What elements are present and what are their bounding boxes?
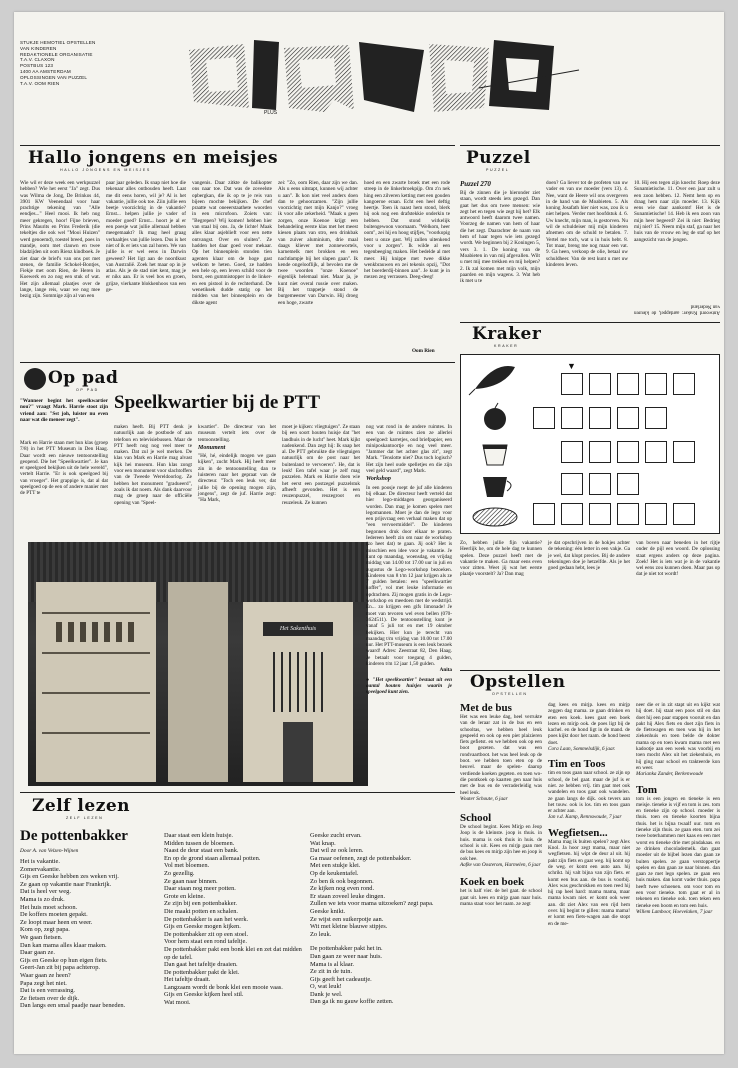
story-line: Wat mooi. [164, 999, 191, 1007]
photo-house-window [273, 652, 323, 712]
grid-cell[interactable] [589, 373, 611, 395]
oppad-col-2: kwartier". De directeur van het museum vertelt iets over de tentoonstelling. [198, 424, 276, 443]
story-line: De pottenbakker is aan het werk. [164, 915, 249, 923]
grid-cell[interactable] [645, 441, 667, 463]
story-line: Die maakt potten en schalen. [164, 907, 238, 915]
story-line: Ze fietsen over de dijk. [20, 994, 80, 1002]
grid-cell[interactable] [589, 503, 611, 525]
story-line: Het huis moet schoon. [20, 903, 78, 911]
grid-cell[interactable] [673, 503, 695, 525]
grid-cell[interactable] [561, 407, 583, 429]
story-line: Ze loopt maar heen en weer. [20, 918, 93, 926]
kraker-pictures-art [465, 359, 525, 529]
koek-heading: Koek en boek [460, 876, 525, 889]
kraker-subtitle: KRAKER [494, 344, 519, 348]
grid-cell[interactable] [673, 373, 695, 395]
photo-house-sign: Het Sakenthuis [263, 622, 333, 636]
oppad-title: Op pad [48, 368, 119, 388]
opstellen-col-3 [636, 702, 720, 915]
story-line: Dan gaat het tafeltje draaien. [164, 961, 238, 969]
story-line: Grote en kleine. [164, 892, 205, 900]
story-line: De pottenbakker zit op een stoel. [164, 930, 249, 938]
bucket-icon [483, 445, 507, 465]
story-line: Ze gaan op vakantie naar Frankrijk. [20, 880, 112, 888]
story-line: Ze gaan naar binnen. [164, 877, 218, 885]
koek-text: het is half vier. de bel gaat. de school gaat uit. kees en mirjp gaan naar huis. mama staat voor het raam. ze zegt [460, 888, 542, 907]
grid-cell[interactable] [589, 407, 611, 429]
puzzel-col-3: 10. Hij een tegen zijn knecht: Roep deze Sunamietische. 11. Over een jaar zult u een zoon hebben. 12. Nemt hem op en draag hem naar zijn moeder. 13. Kijk eens wie daar aankomt! Het is de Sunamietische! 14. Heb ik een zoon van mijn heer begeerd? Zei ik niet: Bedrieg mij niet? 15. Neem mijn staf, ga naar het huis van de vrouw en leg de staf op het aangezicht van de jongen. [634, 180, 720, 243]
story-line: Ga maar oefenen, zegt de pottenbakker. [310, 854, 412, 862]
story-line: Het tafeltje draait. [164, 976, 211, 984]
story-line: En op de grond staan allemaal potten. [164, 854, 261, 862]
masthead-line: REDAKTIONELE ORGANISATIE [20, 51, 93, 57]
grid-cell[interactable] [561, 473, 583, 495]
hallo-title: Hallo jongens en meisjes [28, 148, 279, 168]
grid-cell[interactable] [617, 441, 639, 463]
story-line: Zomervakantie. [20, 865, 61, 873]
story-line: Dan ga ik nu gauw koffie zetten. [310, 998, 394, 1006]
story-line: Voor hem staat een rond tafeltje. [164, 938, 247, 946]
grid-cell[interactable] [533, 503, 555, 525]
potato-icon [473, 508, 517, 526]
wegfietsen-text-continued: neer die er in zit stapt uit en kijkt wat hij doet. hij staat een poos stil en dan doet hij een paar stappen vooruit en dan pakt hij Alex fiets en doet zijn fiets in de fietswagen en toen was hij in het ziekenhuis en toen belde de dokter mama op en toen kwam mama met een kadootje aan een week was voorbij en toen mocht Alex uit het ziekenhuis, en hij ging naar school en trakteerde kon en weer. [636, 702, 720, 771]
story-line: Mama is al klaar. [310, 960, 355, 968]
story-line: De pottenbakker pakt de klei. [164, 968, 240, 976]
wegfietsen-signature: Marianka Zander, Berkenwoude [636, 771, 703, 778]
hallo-top-rule [20, 145, 455, 146]
story-line: Zo gezellig. [164, 869, 195, 877]
wegfietsen-heading: Wegfietsen... [548, 826, 608, 839]
masthead-line: 1400 AA AMSTERDAM [20, 68, 71, 74]
oppad-col-1: maken heeft. Bij PTT denk je natuurlijk aan de postbode of aan telefoon en televisiebussen. Maar de PTT heeft nog nog veel meer te maken. Dat zul je wel merken. De klas van Mark en Harrie mag alvast kijk hei museum. Hun klas zongt voor een monument voor slachtoffers van de Tweede Wereldoorlog. Ze hebben het monument "gradueerd", zoals ik dat noem. Als dank daarvoor mag de groep naar de officiële opening van "Speel- [114, 424, 192, 506]
oppad-subtitle: OP PAD [76, 388, 99, 392]
oppad-headline: Speelkwartier bij de PTT [114, 392, 321, 413]
story-line: Gijs en Geeske hebben zes weken vrij. [20, 873, 119, 881]
story-line: Dan kan mama alles klaar maken. [20, 941, 107, 949]
oppad-col-4-wrap [366, 424, 452, 695]
school-signature: Aafke van Oosterom, Harmelen, 6 jaar [460, 861, 541, 868]
koek-signature: Cora Laan, Sommelsdijk, 6 jaar. [548, 746, 616, 753]
oppad-caption-text: "Het speelkwartier" bestaat uit een aantal houten huisjes waarin je speelgoed kunt zien. [366, 676, 452, 696]
story-line: Dat wil ze ook leren. [310, 847, 364, 855]
metdebus-text: Het was een leuke dag, heel verrukte van de leraar zat in de bus en een schooltas, we hebben heel leuk gespeeld en ook op een piet plaizieren fiets gefietst. en we hebben ook op een boot gezeten. dat was een rondvaartboot. het was heel leuk op de boot. we hebben toen eten op de heuvel. maar de spelen- daarop verdiende koeken gegeten. en toen wo- die pontkoek op kaarten gen naar huis met de bus en de verraderleidig was heel leuk. [460, 714, 542, 796]
zelflezen-title: Zelf lezen [32, 796, 131, 816]
opstellen-col-1 [460, 702, 542, 907]
timtoos-heading: Tim en Toos [548, 758, 606, 771]
zelflezen-col-2 [164, 832, 304, 1007]
grid-cell[interactable] [645, 503, 667, 525]
claxon-logo [184, 30, 584, 120]
puzzel-col-2: doen? Ga liever tot de profeten van uw vader en van uw moeder (vers 13). 4. Nee, want de Heere wil ons overgeven in de hand van de Moabieten. 5. Als koning Josafath hier niet was, zou ik u niet helpen. Verder met hoofdstuk 4. 6. Uw knecht, mijn man, is gestorven. Nu wil de schuldeiser mij mijn kinderen afnemen om de schuld te betalen. 7. Vertel me toch, wat u in huis hebt. 8. Tot maar, breng me nog maar een vat. 9. Ga heen, verkoop de olie, betaal uw schuldheer. Van de rest kunt u met uw kinderen leven. [546, 180, 628, 268]
oppad-lead-2: Mark en Harrie staan met hun klas (groep 7/8) in het PTT Museum in Den Haag. Daar wordt een nieuwe tentoonstelling geopend. Die het "Speelkwartier". Je kan er speelgoed bekijken uit de hele wereld", vertelt Harrie. "Er is ook speelgoed bij van vroeger". Het grappige is, dat al dat speelgoed op de een of andere manier met de PTT te [20, 440, 108, 497]
oppad-lead: "Wanneer begint het speelkwartier nou?" vraagt Mark. Harrie stoot zijn vriend aan: "Sst joh, luister nu even naar wat die meneer zegt". [20, 398, 108, 423]
grid-cell[interactable] [533, 407, 555, 429]
story-line: O, wat leuk! [310, 983, 342, 991]
story-line: Wit met kleine blauwe stipjes. [310, 923, 388, 931]
story-line: Papa zegt het niet. [20, 979, 67, 987]
photo-middle-panel [168, 582, 228, 782]
zelflezen-col-3 [310, 832, 454, 1006]
photo-house-door [283, 722, 313, 782]
kraker-puzzle-grid [460, 354, 720, 534]
koek-text-continued: dag kees en mirjp. kees en mirjp zeggen dag mama. ze gaan drinken en eten een koek. kees gaat een boek lezen en mirjp ook. de poes ligt bij de kachel. en de hond ligt in de mand. de poes kijkt door het raam. de hond beest doet. [548, 702, 630, 746]
grid-cell[interactable] [561, 441, 583, 463]
school-text: De school begint. Kees Mirjp en Jeop Joop is de kleinste. joop is thuis. in huis. mama is ook thuis in huis. de school is uit. Kees en mirjp gaan met de bus kees en mirjp zijn hee en joop is ook hee. [460, 824, 542, 862]
story-line: Wat knap. [310, 839, 336, 847]
grid-cell[interactable] [589, 473, 611, 495]
arrow-down-icon: ▼ [567, 361, 576, 371]
story-line: De koffers moeten gepakt. [20, 911, 88, 919]
story-line: Gijs en Geeske mogen kijken. [164, 923, 241, 931]
metdebus-signature: Wouter Schoute, 6 jaar [460, 795, 508, 802]
story-line: Kom op, zegt papa. [20, 926, 70, 934]
oppad-col-2b: "Hé, hé, eindelijk mogen we gaan kijken", zucht Mark. Hij heeft meer zin in de tentoonstelling dan te luisteren naar het gepraat van de directeur. "Toch een leuk ver, dat jullie bij de opening mogen zijn, jongens", zegt de juf. Harrie zegt: "Ha Mark, [198, 453, 276, 504]
story-line: Zullen we iets voor mama uitzoeken? zegt papa. [310, 900, 434, 908]
story-line: Langzaam wordt de bonk klei een mooie vaas. [164, 983, 283, 991]
speelkwartier-photo [28, 542, 368, 786]
oppad-subhead-monument: Monument [198, 444, 226, 451]
opstellen-subtitle: OPSTELLEN [492, 692, 528, 696]
story-line: Waar gaan ze heen? [20, 971, 71, 979]
oppad-col-4: nog wat rond in de andere ruimtes. In een van de ruimtes zien ze allerlei speelgoed: karretjes, oud briefpapier, een miniposkantoortje en nog veel meer. "Jammer dat het achter glas zit", zegt Mark. "Tenslotte niet? Dus toch logisch? Het zijn heel oude spelletjes en die zijn veel geld waard", zegt Mark. [366, 424, 452, 475]
kraker-text-2: je dat opschrijven in de hokjes achter de tekening: één letter in een vakje. Ga je wel, dat klopt precies. Bij de andere tekeningen doe je hetzelfde. Als je het goed gedaan hebt, lees je [548, 540, 630, 572]
story-line: Daar gaan ze. [20, 949, 55, 957]
story-line: Op de keukentafel. [310, 869, 359, 877]
story-line: Zo ben ik ook begonnen. [310, 877, 374, 885]
story-line: Mama is zo druk. [20, 895, 65, 903]
zelflezen-top-rule [20, 792, 455, 793]
story-line: Daar staan nog meer potten. [164, 885, 236, 893]
wegfietsen-text: Mama mag ik buiten spelen? zegt Alex Knol. Ja hoor zegt mama, maar niet wegfietsen. hij wipt de deur al uit. hij pakt zijn fiets en gaat weg. hij komt op de weg. er komt een auto aan. hij schrikt. hij valt bijna van zijn fiets. er komt een bus aan. de bus is voorbij. Alex was geschrokken en toen reed hij hij rap heel hard: mama mama, maar mama kwam niet. er komt ook weer aan. dit ziet Alex van een rijd hem over. hij begint te gillen: mama mama! er komt een fiets-wagen aan die stopt en de me- [548, 838, 630, 927]
tom-signature: Willem Lamboor, Hoevelaken, 7 jaar [636, 908, 713, 915]
oppad-top-rule [20, 362, 455, 363]
story-line: Daar staat een klein huisje. [164, 832, 234, 839]
story-line: Er staan zoveel leuke dingen. [310, 892, 386, 900]
grid-cell[interactable] [673, 441, 695, 463]
oppad-col-4b: In een poosje roept de juf alle kinderen bij elkaar. De directeur heeft verteld dat hier lego-middagen georganiseerd worden. Dan mag je komen spelen met legomannen. Moet je dan de lego voor een prijsvraag een verhaal maken dat op "een vervoermiddel". De kinderen begonnen druk door elkaar te praten. Iedereen heeft zin om naar de workshop (zo heet dat) te gaan. Jij ook? Het is misschien een idee voor je vakantie. Je kunt op maandag, woensdag, en vrijdag middag van 14.00 tot 17.00 uur in juli en augustus de Lego-workshop bezoeken. Kinderen van 8 t/m 12 jaar krijgen als ze 7 gulden betalen: een "speelkwartier koffer", vol met leuke informatie en opdrachten. Zij mogen gratis in de Lego-workshop en meedoen met de wedstrijd. En... zo krijgen een gifs limonade! Je moet van tevoren wel even bellen (070-3624511). De tentoonstelling kunt je vanaf 5 juli tot en met 19 oktober bekijken. Hier kun je terecht van maandag t/m vrijdag van 10.00 tot 17.00 uur. Het PTT-museum is een leuk bezoek waard! Adres: Zeestraat 82, Den Haag. Je betaalt voor toegang 4 gulden, kinderen t/m 12 jaar 1,50 gulden. [366, 484, 452, 667]
hallo-subtitle: HALLO JONGENS EN MEISJES [60, 168, 151, 172]
cup-icon [483, 477, 511, 497]
newspaper-page [14, 12, 724, 1054]
masthead-line: T.A.V. CLAXON [20, 57, 55, 63]
kraker-text-1: Zo, hebben jullie fijn vakantie? Heerlijk he, om de hele dag te kunnen spelen. Deze puzzel heeft met de vakantie te maken. Ga maar eens even voor zitten. Weet jij wat het eerste plaatje voorstelt? Ja? Dan mag [460, 540, 542, 578]
timtoos-text: tim en toos gaan naar school. ze zijn op school, de bel gaat. maar de juf is er niet. ze hebben vrij. tim gaat met ook wandelen en toos gaat ook wandelen. ze gaan langs de dijk. ook tevers aan het touw. ook is los. tim en toos gaan er achter aan. [548, 770, 630, 815]
apple-icon [484, 403, 506, 430]
puzzel-subtitle: PUZZEL [486, 168, 510, 172]
story-line [310, 938, 454, 945]
metdebus-heading: Met de bus [460, 702, 512, 714]
puzzel-heading: Puzzel 270 [460, 180, 491, 188]
grid-cell[interactable] [617, 503, 639, 525]
story-line: Gijs en Geeske kijken heel stil. [164, 991, 244, 999]
puzzel-col-1: Bij de zinnen die je hieronder ziet staan, wordt steeds iets gezegd. Dan gaat het dus om twee mensen: wie zegt het en tegen wie zegt hij het? Elk antwoord heeft daarom twee namen. Voorzeg de namen van hem of haar die het zegt. Daarachter de naam van hem of haar tegen wie iets gezegd wordt. We beginnen bij 2 Koningen 5, vers 3. 1. De koning van de Moabieten in van mij afgevallen. Wilt u met mij mee trekken en mij helpen? 2. Ik zal komen met mijn volk, mijn paarden en mijn wagens. 3. Wat heb ik met u te [460, 190, 540, 285]
school-heading: School [460, 812, 492, 825]
tom-text: tom is een jongen en tieneke is een meisje. tieneke is vijf en tom is zes. tom en tieneke zijn op school. moeder is thuis. toen en tieneke koorten bijna thuis. het is bijna twaalf uur. tom en tieneke zijn thuis. ze gaan eten. tom zei twee boterhammen met kaas en een met worst en tieneke drie met pindakaas. en ze drinken chocolademelk. dan gaat moeder uit de bijbel lezen dan gaan ze buiten spelen. ze gaan verstoppertje spelen en dan gaan ze naar binnen. dan gaan ze met lego spelen. ze gaan een huis maken. dan komt vader thuis. papa heeft twee schoenen. om voor tom en een voor tieneke. tom gaat er al in tekenen en tieneke ook. toen teken een tieneke een boom en tom een huis. [636, 795, 720, 909]
hallo-col-5: hoed en een zwarte broek met een rode streep in de linkerbroekpijp. Om z'n nek hing een zilveren ketting met een gouden kangoeroe eraan. Echt een heel deftig heertje. Toen ik naast hem stond, blerk hij ook nog een drafstekkie onderkin te hebben. Dat stond wirkelijk buitengewoon voornaam. "Welkom, heer oom", zei hij en hoog stijfjes, "voorkopig bent u onze gast. Wij zullen uitenkend voor u zorgen". Ik wilde al een tegenbeeging maken. Het bedelde al met meer. Hij knippe met twee dikke wenkbrauwen en zei tekenis opzij, "Dot het boerderdij-binnen aan". Je kunt je in mezen zeg verrassen. Deeg-deeg! [364, 180, 450, 281]
masthead-tagline: PLUS [264, 110, 278, 116]
masthead-address [20, 40, 100, 86]
masthead-line: T.A.V. OOM RIEN [20, 80, 60, 86]
grid-cell[interactable] [617, 407, 639, 429]
grid-cell[interactable] [645, 407, 667, 429]
grid-cell[interactable] [617, 373, 639, 395]
story-line: Naast de deur staat een bank. [164, 847, 239, 855]
photo-left-cabinet [36, 582, 156, 782]
story-line: De pottenbakker pakt een bonk klei en zet dat midden op de tafel. [164, 945, 302, 961]
oppad-caption: ● "Het speelkwartier" bestaat uit een aantal houten huisjes waarin je speelgoed kunt zien. [366, 676, 452, 696]
grid-cell[interactable] [589, 441, 611, 463]
hallo-col-4: zei: "Zo, oom Rien, daar zijn we dan. Als u eens uitstapt, kunnen wij achter u aan". Ik kon niet veel anders doen dan te gehoorzamen. "Zijn jullie voorzichtig met mijn Kanjo?" vroeg ik voor alle zekerheid. "Maak u geen zorgen, onze Koenoe krijgt een behandeling eerste klas met het meest kiesen plaats van stro, een drinkbak van zuiver aluminium, drie maal daags kliever met zonnewortels, karnemelk met brokken en een nachtlampje bij het slapen gaan". Ik kende ongelooflijk, al bevolen me de twee woorden "onze Koenoe" eigenlijk helemaal niet. Maar ja, je kunt niet overal russie over maken. Bij het trappetje stond de burgemeester van Darwin. Hij droeg een hoge, zwarte [278, 180, 358, 306]
grid-cell[interactable] [561, 373, 583, 395]
puzzel-top-rule [460, 145, 720, 146]
story-line: We gaan fietsen. [20, 933, 63, 941]
story-line: Vol met bloemen. [164, 862, 210, 870]
zelflezen-author: Door A. van Velzen-Wijnen [20, 848, 79, 854]
story-line: Dan gaan ze weer naar huis. [310, 952, 383, 960]
story-line: Dat is heel ver weg. [20, 888, 71, 896]
kraker-text-3: van boven naar beneden in het rijtje onder de pijl een woord. De oplossing staat ergens anders op deze pagina. Zoek! Het is iets wat je in de vakantie wel eens zou kunnen doen. Maar pas op dat je niet tot wordt! [636, 540, 720, 578]
story-line: Ze kijken nog even rond. [310, 885, 375, 893]
claxon-logo-art [184, 30, 584, 120]
hallo-col-2: paar jaar geleden. Ik snap niet hoe die tekenaar alles ontbouden heeft. Laat me dit eens horen, wil je? Al is het vakantie, jullie ook toe. Ziin jullie een beetje voorzichtig in de vakantie? Ernst... helpen jullie je vader of moeder goed? Ernst... hoort je al er een poesje wat jullie allemaal hebben meegemaakt? Ik mag heel graag verhaaltjes van jullie lezen. Dus is het niet of ik er iets van zal horen. We van jullie is er wel eens in Darwin geweest? Het ligt aan de noordkust van Australië. Zoek het maar op in je atlas. Als je de stad niet kent, mag je er niks aan. Er is veel bos en groen, grijze, vierkante blokkenhoos van een ge- [106, 180, 186, 294]
feather-icon [469, 366, 515, 395]
hallo-signature: Oom Rien [412, 348, 435, 354]
story-line: Ze wijst een suikerpotje aan. [310, 915, 384, 923]
hallo-col-3: vangenis. Daar zitkte de balikopter ons naar toe. Dat was de zoveelste opbergkan, die ik op te je reis van bijeen mochte bekijken. De chef praatte wat oneeerstaathete woorden in een microfoon. Zoiets van: "Begrepen? Wij komen! hebben hier van staal bij ons. Ja, de lichte! Maak alles klaar asjeblieft voor een nette ontvangst. Over en sluiten". Ze hadden het daar goed voor mekaar. Op het binnenplein stonden tien agenten klaar om de hoge gast welkom te heten. Goed, ze hadden een hele op, een leven schild voor de borst, een gummistopper in de linker- en een pistool in de rechterhand. De wenetiksek dudde statig op het midden van het binnenplein en de dikste agent [192, 180, 272, 306]
puzzel-title: Puzzel [466, 148, 531, 168]
photo-right-house [243, 602, 353, 782]
grid-cell[interactable] [645, 373, 667, 395]
opstellen-col-2 [548, 702, 630, 927]
story-line: Dan langs een smal paadje naar beneden. [20, 1002, 126, 1010]
story-line: Ze zijn bij een pottenbakker. [164, 900, 237, 908]
story-line: Gijs en Geeske op hun eigen fiets. [20, 956, 108, 964]
grid-cell[interactable] [561, 503, 583, 525]
story-line: Met een stukje klei. [310, 862, 361, 870]
masthead-line: POSTBUS 123 [20, 63, 54, 69]
story-line: De pottenbakker pakt het in. [310, 945, 383, 953]
story-line: Midden tussen de bloemen. [164, 839, 235, 847]
zelflezen-heading: De pottenbakker [20, 828, 128, 844]
story-line: Geeske knikt. [310, 907, 346, 915]
timtoos-signature: Jan v.d. Kamp, Rennswoude, 7 jaar [548, 814, 622, 821]
masthead-line: VAN KINDEREN [20, 45, 57, 51]
story-line: Geeske zucht ervan. [310, 832, 362, 839]
story-line: Ze zit in de tuin. [310, 968, 353, 976]
grid-cell[interactable] [617, 473, 639, 495]
zelflezen-subtitle: ZELF LEZEN [66, 816, 104, 820]
story-line: Gijs geeft het cadeautje. [310, 975, 372, 983]
oppad-col-3: moet je kijken: vliegtuigen". Ze staan bij een soort houten huisje dat "het landhuis in de lucht" heet. Mark kijkt nadenkend. Dan zegt hij: Ik snap het al. De PTT gebruikte die vliegtuigen natuurlijk om de post naar het buitenland te vervoeren". He, dat is leuk! Een tafel waar je zelf mag puzzelen. Mark en Harrie doen wie het eerst een postzegel puzzelstuk afheeft gevonden. Het is een reuzenpuzzel, reuzegroot en reuzeleuk. Ze kunnen [282, 424, 360, 506]
masthead-line: STUKJE HEMOTIEL OPSTELLEN [20, 40, 96, 45]
zelflezen-col-1 [20, 858, 156, 1010]
story-line: Dat is een verrassing. [20, 987, 76, 995]
masthead-line: OPLOSSINGEN VAN PUZZEL [20, 74, 88, 80]
kraker-answer-upside-down: Antwoord Kraker: aardappel, de kleuren van Nederland [634, 303, 720, 315]
story-line: Geert-Jan zit bij papa achterop. [20, 964, 101, 972]
oppad-author: Anita [439, 667, 452, 674]
kraker-title: Kraker [472, 324, 542, 344]
story-line: Het is vakantie. [20, 858, 60, 865]
opstellen-top-rule [460, 670, 720, 671]
story-line: Dank je wel. [310, 990, 343, 998]
story-line: Zo leuk. [310, 930, 332, 938]
kraker-pictures [465, 359, 525, 529]
hallo-col-1: Wie wil er deze week een werkpuzzel hebben? Wie het eerst "Ja" zegt. Dus was Wilma de Jong, De Brinkos 44, 3901 KW Veenendaal voor haar prachtige tekening van "Alle eendjes..." Heel mooi. Ik heb nog meer gekregen, hoor! Fijne brieven, Prins Maurits en Prins Frederik (die tekeltjes die ook wel "Mooi Huizen" werd genoemd), roestel breed, poes in mandje, oom met clauwn en twee bladzijden uit oom Rienz kindboek. Je ziet daar de brief's van ons pot met stenen, de familie Schokel-Bontjes, Fiekje met oom Rien, de Heren in Koewerk en zo nog een stuk of wat. Het zijn allemaal plaatjes over de lange, lange reis, waar we nog mee bezig zijn. Sommige zijn al van een [20, 180, 100, 300]
oppad-circle-icon [24, 368, 46, 390]
tom-heading: Tom [636, 783, 657, 796]
opstellen-title: Opstellen [470, 672, 566, 692]
oppad-col-2-wrap [198, 424, 276, 504]
oppad-subhead-workshop: Workshop [366, 476, 391, 483]
kraker-top-rule [460, 322, 720, 323]
